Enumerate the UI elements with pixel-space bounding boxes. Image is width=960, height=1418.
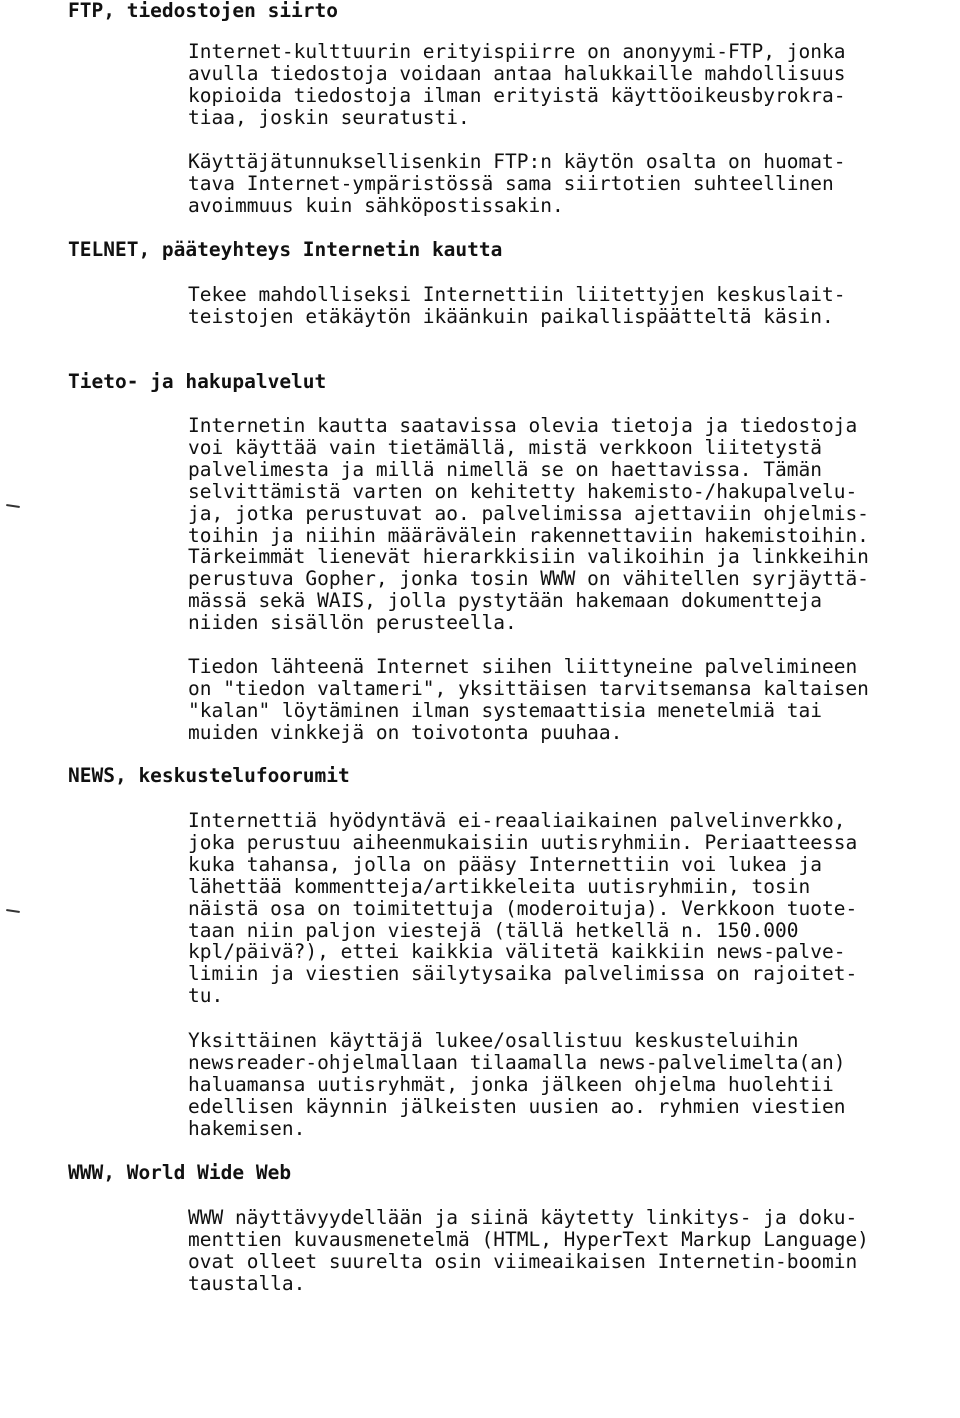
paragraph-ftp-2 — [188, 151, 958, 217]
section-heading-www: WWW, World Wide Web — [68, 1161, 292, 1184]
paragraph-news-2 — [188, 1030, 958, 1140]
text-line: palvelimesta ja millä nimellä se on haettavissa. Tämän — [188, 457, 822, 481]
margin-mark — [6, 504, 20, 508]
text-line: avoimmuus kuin sähköpostissakin. — [188, 193, 564, 217]
text-line: Tekee mahdolliseksi Internettiin liitettyjen keskuslait- — [188, 283, 846, 306]
section-heading-ftp: FTP, tiedostojen siirto — [68, 0, 339, 22]
text-line: newsreader-ohjelmallaan tilaamalla news-palvelimelta(an) — [188, 1050, 846, 1074]
text-line: voi käyttää vain tietämällä, mistä verkkoon liitetystä — [188, 435, 822, 459]
text-line: perustuva Gopher, jonka tosin WWW on vähitellen syrjäyttä- — [188, 567, 869, 591]
paragraph-www-1 — [188, 1207, 958, 1295]
text-line: Internetin kautta saatavissa olevia tietoja ja tiedostoja — [188, 414, 858, 437]
text-line: ja, jotka perustuvat ao. palvelimissa ajettaviin ohjelmis- — [188, 501, 869, 525]
text-line: limiin ja viestien säilytysaika palvelimissa on rajoitet- — [188, 962, 858, 986]
text-line: taan niin paljon viestejä (tällä hetkellä n. 150.000 — [188, 918, 799, 942]
text-line: avulla tiedostoja voidaan antaa halukkaille mahdollisuus — [188, 61, 846, 85]
text-line: tu. — [188, 984, 224, 1008]
text-line: mässä sekä WAIS, jolla pystytään hakemaan dokumentteja — [188, 589, 822, 613]
text-line: teistojen etäkäytön ikäänkuin paikallispäätteltä käsin. — [188, 304, 834, 328]
text-line: joka perustuu aiheenmukaisiin uutisryhmiin. Periaatteessa — [188, 830, 858, 854]
text-line: taustalla. — [188, 1271, 306, 1295]
paragraph-tieto-1 — [188, 415, 958, 634]
text-line: Yksittäinen käyttäjä lukee/osallistuu keskusteluihin — [188, 1029, 799, 1052]
text-line: lähettää kommentteja/artikkeleita uutisryhmiin, tosin — [188, 874, 811, 898]
text-line: WWW näyttävyydellään ja siinä käytetty linkitys- ja doku- — [188, 1206, 858, 1229]
text-line: ovat olleet suurelta osin viimeaikaisen Internetin-boomin — [188, 1249, 858, 1273]
text-line: on "tiedon valtameri", yksittäisen tarvitsemansa kaltaisen — [188, 676, 869, 700]
text-line: kpl/päivä?), ettei kaikkia välitetä kaikkiin news-palve- — [188, 940, 846, 964]
text-line: näistä osa on toimitettuja (moderoituja). Verkkoon tuote- — [188, 896, 858, 920]
text-line: tiaa, joskin seuratusti. — [188, 105, 470, 129]
text-line: menttien kuvausmenetelmä (HTML, HyperText Markup Language) — [188, 1227, 869, 1251]
text-line: selvittämistä varten on kehitetty hakemisto-/hakupalvelu- — [188, 479, 858, 503]
paragraph-ftp-1 — [188, 41, 958, 129]
text-line: niiden sisällön perusteella. — [188, 611, 517, 635]
text-line: haluamansa uutisryhmät, jonka jälkeen ohjelma huolehtii — [188, 1072, 834, 1096]
text-line: Internet-kulttuurin erityispiirre on anonyymi-FTP, jonka — [188, 40, 846, 63]
paragraph-news-1 — [188, 810, 958, 1007]
text-line: kuka tahansa, jolla on pääsy Internettiin voi lukea ja — [188, 852, 822, 876]
paragraph-tieto-2 — [188, 656, 958, 744]
margin-mark — [6, 909, 20, 913]
text-line: toihin ja niihin määrävälein rakennettaviin hakemistoihin. — [188, 523, 869, 547]
text-line: "kalan" löytäminen ilman systemaattisia menetelmiä tai — [188, 698, 822, 722]
text-line: Käyttäjätunnuksellisenkin FTP:n käytön osalta on huomat- — [188, 150, 846, 173]
section-heading-telnet: TELNET, pääteyhteys Internetin kautta — [68, 238, 503, 261]
section-heading-tieto-hakupalvelut: Tieto- ja hakupalvelut — [68, 370, 327, 393]
text-line: hakemisen. — [188, 1116, 306, 1140]
text-line: muiden vinkkejä on toivotonta puuhaa. — [188, 720, 623, 744]
text-line: Tiedon lähteenä Internet siihen liittyneine palvelimineen — [188, 655, 858, 678]
text-line: kopioida tiedostoja ilman erityistä käyttöoikeusbyrokra- — [188, 83, 846, 107]
text-line: tava Internet-ympäristössä sama siirtotien suhteellinen — [188, 171, 834, 195]
text-line: Internettiä hyödyntävä ei-reaaliaikainen palvelinverkko, — [188, 809, 846, 832]
text-line: edellisen käynnin jälkeisten uusien ao. ryhmien viestien — [188, 1094, 846, 1118]
text-line: Tärkeimmät lienevät hierarkkisiin valikoihin ja linkkeihin — [188, 545, 869, 569]
paragraph-telnet-1 — [188, 284, 958, 328]
section-heading-news: NEWS, keskustelufoorumit — [68, 764, 350, 787]
